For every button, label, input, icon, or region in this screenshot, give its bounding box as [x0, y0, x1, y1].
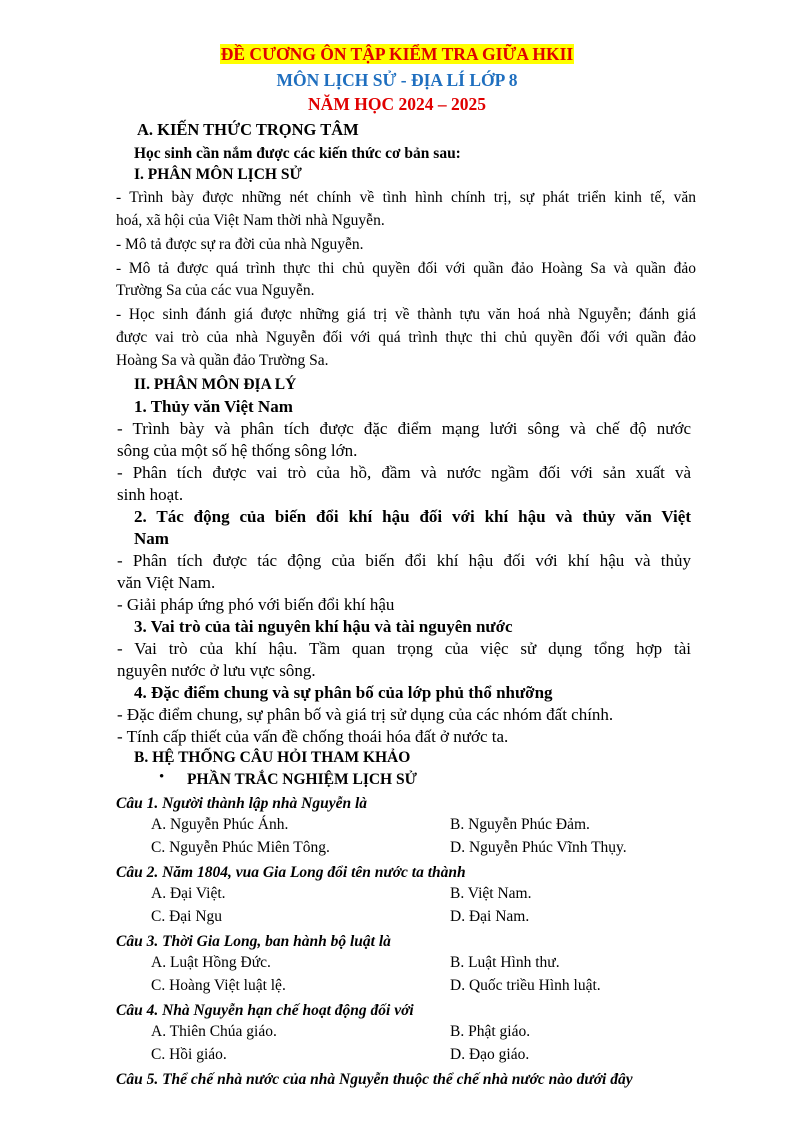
- geo-topic-3-line-2: nguyên nước ở lưu vực sông.: [117, 661, 316, 680]
- geo-topic-4-line-1: - Đặc điểm chung, sự phân bố và giá trị sử dụng của các nhóm đất chính.: [117, 705, 614, 724]
- question-4-option-b: B. Phật giáo.: [450, 1023, 531, 1040]
- section-a-heading: A. KIẾN THỨC TRỌNG TÂM: [137, 120, 359, 139]
- question-2-option-b: B. Việt Nam.: [450, 885, 532, 902]
- bullet-icon: •: [159, 769, 165, 785]
- document-title: ĐỀ CƯƠNG ÔN TẬP KIỂM TRA GIỮA HKII: [220, 44, 574, 64]
- question-4-option-c: C. Hồi giáo.: [151, 1046, 227, 1063]
- geo-topic-2-line-1: - Phân tích được tác động của biến đổi khí hậu đối với khí hậu và thủy: [117, 551, 691, 570]
- section-b-bullet: PHẦN TRẮC NGHIỆM LỊCH SỬ: [187, 771, 417, 788]
- geo-topic-2: 2. Tác động của biến đổi khí hậu đối với khí hậu và thủy văn Việt: [134, 507, 691, 526]
- question-1: Câu 1. Người thành lập nhà Nguyễn là: [116, 795, 368, 812]
- history-line-2: hoá, xã hội của Việt Nam thời nhà Nguyễn.: [116, 212, 385, 229]
- history-line-4: - Mô tả được quá trình thực thi chủ quyền đối với quần đảo Hoàng Sa và quần đảo: [116, 260, 696, 277]
- subject-title: MÔN LỊCH SỬ - ĐỊA LÍ LỚP 8: [276, 70, 518, 90]
- geo-topic-2-cont: Nam: [134, 529, 169, 548]
- question-1-option-d: D. Nguyễn Phúc Vĩnh Thụy.: [450, 839, 627, 856]
- question-4: Câu 4. Nhà Nguyễn hạn chế hoạt động đối với: [116, 1002, 414, 1019]
- section-b-heading: B. HỆ THỐNG CÂU HỎI THAM KHẢO: [134, 749, 411, 766]
- history-line-6: - Học sinh đánh giá được những giá trị về thành tựu văn hoá nhà Nguyễn; đánh giá: [116, 306, 696, 323]
- geo-topic-4: 4. Đặc điểm chung và sự phân bố của lớp phủ thổ nhưỡng: [134, 683, 553, 702]
- question-3: Câu 3. Thời Gia Long, ban hành bộ luật là: [116, 933, 391, 950]
- question-2: Câu 2. Năm 1804, vua Gia Long đổi tên nước ta thành: [116, 864, 466, 881]
- school-year: NĂM HỌC 2024 – 2025: [308, 94, 486, 114]
- question-5: Câu 5. Thể chế nhà nước của nhà Nguyễn thuộc thể chế nhà nước nào dưới đây: [116, 1071, 633, 1088]
- history-line-5: Trường Sa của các vua Nguyễn.: [116, 282, 315, 299]
- geo-topic-1-line-3: - Phân tích được vai trò của hồ, đầm và nước ngầm đối với sản xuất và: [117, 463, 691, 482]
- geo-topic-3-line-1: - Vai trò của khí hậu. Tầm quan trọng của việc sử dụng tổng hợp tài: [117, 639, 691, 658]
- geography-heading: II. PHÂN MÔN ĐỊA LÝ: [134, 376, 297, 393]
- geo-topic-1-line-1: - Trình bày và phân tích được đặc điểm mạng lưới sông và chế độ nước: [117, 419, 691, 438]
- history-heading: I. PHÂN MÔN LỊCH SỬ: [134, 166, 302, 183]
- geo-topic-2-line-2: văn Việt Nam.: [117, 573, 216, 592]
- history-line-8: Hoàng Sa và quần đảo Trường Sa.: [116, 352, 329, 369]
- geo-topic-3: 3. Vai trò của tài nguyên khí hậu và tài nguyên nước: [134, 617, 513, 636]
- question-3-option-b: B. Luật Hình thư.: [450, 954, 560, 971]
- question-1-option-b: B. Nguyễn Phúc Đảm.: [450, 816, 590, 833]
- question-1-option-c: C. Nguyễn Phúc Miên Tông.: [151, 839, 330, 856]
- geo-topic-2-line-3: - Giải pháp ứng phó với biến đổi khí hậu: [117, 595, 395, 614]
- question-3-option-c: C. Hoàng Việt luật lệ.: [151, 977, 286, 994]
- question-3-option-d: D. Quốc triều Hình luật.: [450, 977, 601, 994]
- history-line-1: - Trình bày được những nét chính về tình hình chính trị, sự phát triển kinh tế, văn: [116, 189, 696, 206]
- question-4-option-a: A. Thiên Chúa giáo.: [151, 1023, 277, 1040]
- geo-topic-1: 1. Thủy văn Việt Nam: [134, 397, 293, 416]
- question-2-option-d: D. Đại Nam.: [450, 908, 530, 925]
- history-line-3: - Mô tả được sự ra đời của nhà Nguyễn.: [116, 236, 364, 253]
- history-line-7: được vai trò của nhà Nguyễn đối với quá trình thực thi chủ quyền đối với quần đảo: [116, 329, 696, 346]
- geo-topic-1-line-4: sinh hoạt.: [117, 485, 184, 504]
- geo-topic-4-line-2: - Tính cấp thiết của vấn đề chống thoái hóa đất ở nước ta.: [117, 727, 509, 746]
- question-2-option-c: C. Đại Ngu: [151, 908, 223, 925]
- section-a-intro: Học sinh cần nắm được các kiến thức cơ bản sau:: [134, 145, 461, 162]
- question-2-option-a: A. Đại Việt.: [151, 885, 226, 902]
- question-3-option-a: A. Luật Hồng Đức.: [151, 954, 271, 971]
- question-1-option-a: A. Nguyễn Phúc Ánh.: [151, 816, 289, 833]
- geo-topic-1-line-2: sông của một số hệ thống sông lớn.: [117, 441, 358, 460]
- question-4-option-d: D. Đạo giáo.: [450, 1046, 530, 1063]
